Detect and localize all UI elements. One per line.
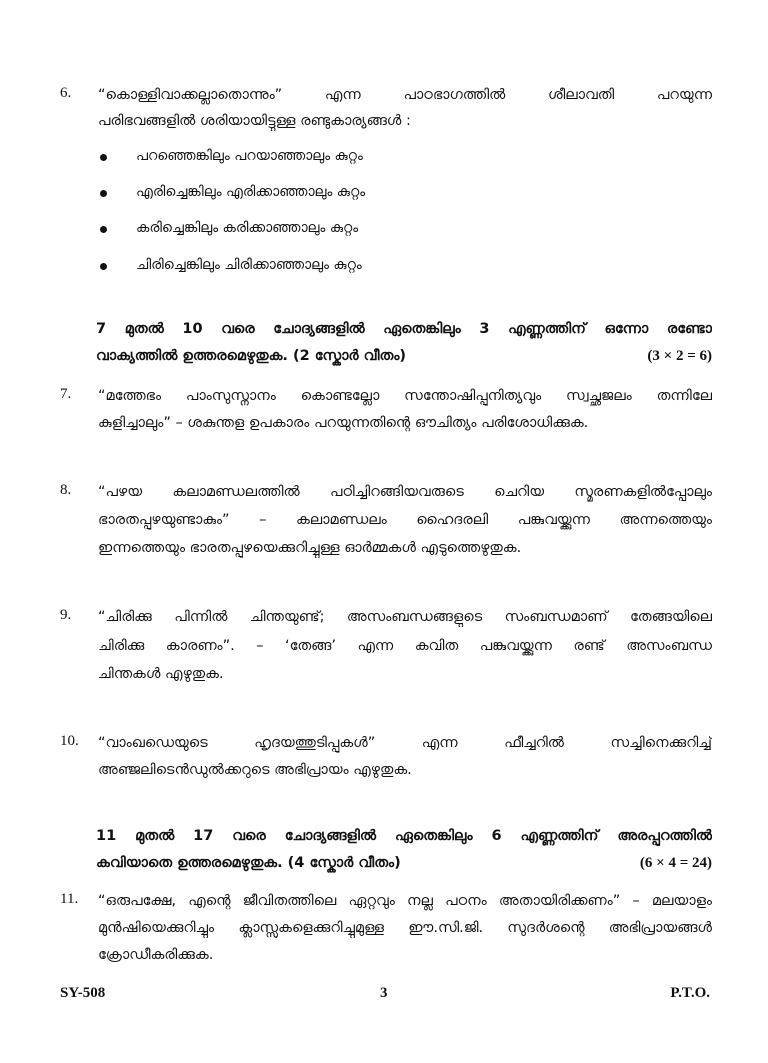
- section-instruction-line: കവിയാതെ ഉത്തരമെഴുതുക. (4 സ്കോർ വീതം): [96, 855, 401, 871]
- list-item-text: ചിരിച്ചെങ്കിലും ചിരിക്കാഞ്ഞാലും കുറ്റം: [136, 257, 362, 273]
- question-number: 9.: [60, 607, 72, 623]
- question-text-line: കുളിച്ചാലും” – ശകുന്തള ഉപകാരം പറയുന്നതിന്റെ ഔചിത്യം പരിശോധിക്കുക.: [98, 415, 589, 431]
- bullet-icon: [100, 190, 107, 197]
- question-text-line: ചിരിക്കു കാരണം”. – ‘തേങ്ങ’ എന്ന കവിത പങ്കുവയ്ക്കുന്ന രണ്ട് അസംബന്ധ: [98, 638, 712, 654]
- question-text-line: ഇന്നത്തെയും ഭാരതപ്പുഴയെക്കുറിച്ചുള്ള ഓർമ്മകൾ എടുത്തെഴുതുക.: [98, 540, 522, 556]
- section-marks: (6 × 4 = 24): [639, 855, 712, 871]
- list-item-text: എരിച്ചെങ്കിലും എരിക്കാഞ്ഞാലും കുറ്റം: [136, 184, 366, 200]
- question-number: 7.: [60, 386, 72, 402]
- bullet-icon: [100, 154, 107, 161]
- question-text-line: “വാംഖഡെയുടെ ഹൃദയത്തുടിപ്പുകൾ” എന്ന ഫീച്ചറിൽ സച്ചിനെക്കുറിച്ച്: [98, 735, 712, 751]
- section-instruction-line: വാക്യത്തിൽ ഉത്തരമെഴുതുക. (2 സ്കോർ വീതം): [96, 348, 407, 364]
- question-text-line: അഞ്ജലിടെൻഡുൽക്കറുടെ അഭിപ്രായം എഴുതുക.: [98, 762, 412, 778]
- section-instruction-line: 7 മുതൽ 10 വരെ ചോദ്യങ്ങളിൽ ഏതെങ്കിലും 3 എണ്ണത്തിന് ഒന്നോ രണ്ടോ: [96, 321, 712, 337]
- question-text-line: ചിന്തകൾ എഴുതുക.: [98, 666, 224, 682]
- question-text-line: “മത്തേഭം പാംസുസ്നാനം കൊണ്ടല്ലോ സന്തോഷിപ്പുനിത്യവും സ്വച്ഛജലം തന്നിലേ: [98, 388, 712, 404]
- question-text-line: “പഴയ കലാമണ്ഡലത്തിൽ പഠിച്ചിറങ്ങിയവരുടെ ചെറിയ സ്മരണകളിൽപ്പോലും: [98, 484, 712, 500]
- list-item-text: കരിച്ചെങ്കിലും കരിക്കാഞ്ഞാലും കുറ്റം: [136, 220, 359, 236]
- pto-label: P.T.O.: [670, 985, 710, 1001]
- question-text-line: “ചിരിക്കു പിന്നിൽ ചിന്തയുണ്ട്; അസംബന്ധങ്ങളുടെ സംബന്ധമാണ് തേങ്ങയിലെ: [98, 609, 712, 625]
- question-text-line: “ഒരുപക്ഷേ, എന്റെ ജീവിതത്തിലെ ഏറ്റവും നല്ല പഠനം അതായിരിക്കണം” – മലയാളം: [98, 893, 712, 909]
- question-text-line: ക്രോഡീകരിക്കുക.: [98, 947, 214, 963]
- question-text-line: മുൻഷിയെക്കുറിച്ചും ക്ലാസ്സുകളെക്കുറിച്ചുമുള്ള ഈ.സി.ജി. സുദർശന്റെ അഭിപ്രായങ്ങൾ: [98, 920, 712, 936]
- question-number: 8.: [60, 482, 72, 498]
- bullet-icon: [100, 263, 107, 270]
- paper-code: SY-508: [60, 985, 106, 1001]
- section-instruction-line: 11 മുതൽ 17 വരെ ചോദ്യങ്ങളിൽ ഏതെങ്കിലും 6 എണ്ണത്തിന് അരപ്പുറത്തിൽ: [96, 828, 712, 844]
- question-text-line: “കൊള്ളിവാക്കല്ലാതൊന്നും” എന്ന പാഠഭാഗത്തിൽ ശീലാവതി പറയുന്ന: [98, 87, 712, 103]
- page-number: 3: [380, 985, 388, 1001]
- question-text-line: ഭാരതപ്പുഴയുണ്ടാകും” – കലാമണ്ഡലം ഹൈദരലി പങ്കുവയ്ക്കുന്ന അന്നത്തെയും: [98, 512, 712, 528]
- question-number: 11.: [60, 891, 79, 907]
- question-number: 10.: [60, 733, 79, 749]
- section-marks: (3 × 2 = 6): [647, 348, 712, 364]
- bullet-icon: [100, 226, 107, 233]
- question-number: 6.: [60, 85, 72, 101]
- list-item-text: പറഞ്ഞെങ്കിലും പറയാഞ്ഞാലും കുറ്റം: [136, 148, 363, 164]
- question-text-line: പരിഭവങ്ങളിൽ ശരിയായിട്ടുള്ള രണ്ടുകാര്യങ്ങൾ :: [98, 113, 411, 129]
